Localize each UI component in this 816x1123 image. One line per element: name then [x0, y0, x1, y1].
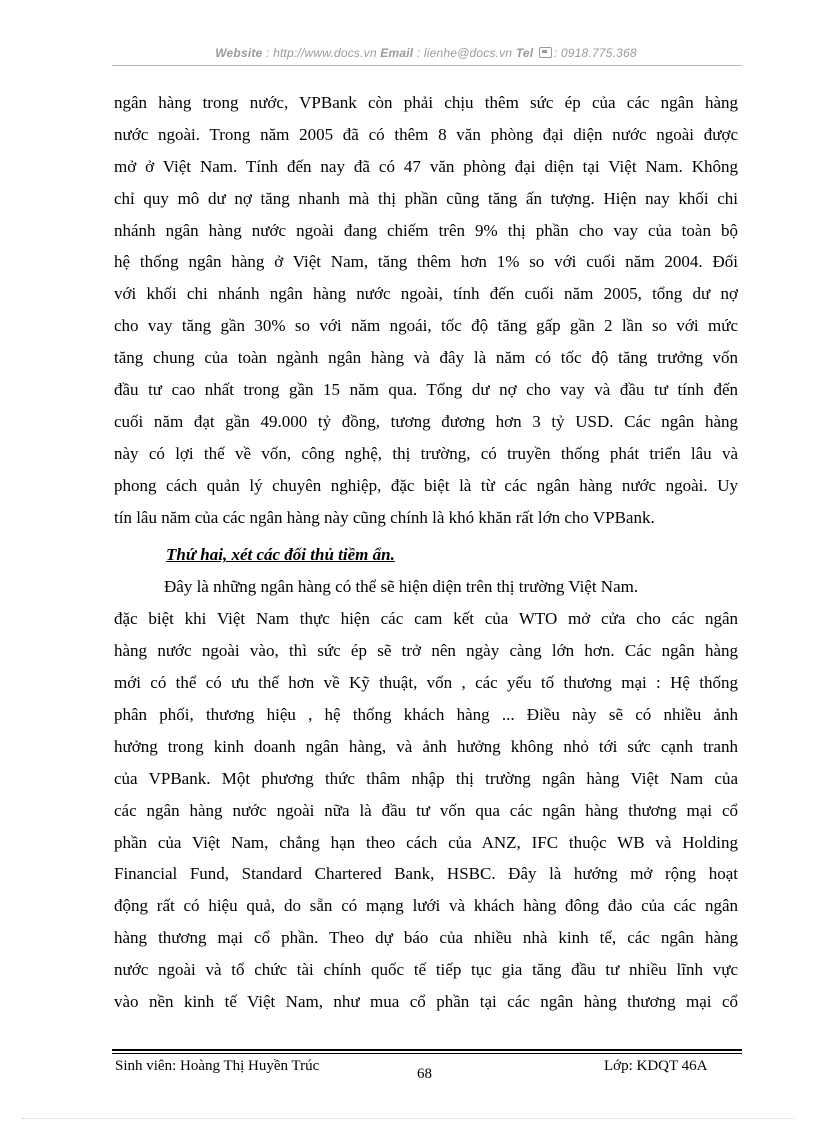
website-label: Website	[215, 46, 263, 60]
footer-class: Lớp: KDQT 46A	[604, 1058, 708, 1074]
text-line: ngân hàng trong nước, VPBank còn phải chịu thêm sức ép của các ngân hàng	[114, 93, 738, 112]
tel-value: : 0918.775.368	[553, 46, 637, 60]
footer-divider-thin	[112, 1053, 742, 1054]
phone-icon	[539, 47, 552, 58]
text-line: Đây là những ngân hàng có thể sẽ hiện diện trên thị trường Việt Nam.	[164, 577, 639, 597]
tel-label: Tel	[515, 46, 534, 60]
text-line: tăng chung của toàn ngành ngân hàng và đây là năm có tốc độ tăng trưởng vốn	[114, 348, 738, 368]
document-body	[114, 87, 738, 1018]
text-line: này có lợi thế về vốn, công nghệ, thị trường, có truyền thống phát triển lâu và	[114, 443, 738, 463]
text-line: các ngân hàng nước ngoài nữa là đầu tư vốn qua các ngân hàng thương mại cổ	[114, 800, 738, 820]
section-heading: Thứ hai, xét các đối thủ tiềm ẩn.	[166, 545, 395, 565]
text-line: nước ngoài. Trong năm 2005 đã có thêm 8 văn phòng đại diện nước ngoài được	[114, 124, 738, 144]
text-line: phong cách quản lý chuyên nghiệp, đặc biệt là từ các ngân hàng nước ngoài. Uy	[114, 475, 738, 495]
text-line: mới có thể có ưu thế hơn về Kỹ thuật, vốn , các yếu tố thương mại : Hệ thống	[114, 673, 738, 693]
text-line: mở ở Việt Nam. Tính đến nay đã có 47 văn phòng đại diện tại Việt Nam. Không	[114, 156, 738, 176]
text-line: nhánh ngân hàng nước ngoài đang chiếm trên 9% thị phần cho vay của toàn bộ	[114, 220, 738, 240]
text-line: hưởng trong kinh doanh ngân hàng, và ảnh hưởng không nhỏ tới sức cạnh tranh	[114, 736, 738, 756]
text-line: đặc biệt khi Việt Nam thực hiện các cam kết của WTO mở cửa cho các ngân	[114, 609, 738, 629]
text-line: chỉ quy mô dư nợ tăng nhanh mà thị phần cũng tăng ấn tượng. Hiện nay khối chi	[114, 188, 738, 208]
footer-divider-thick	[112, 1049, 742, 1051]
footer-student-name: Sinh viên: Hoàng Thị Huyền Trúc	[115, 1058, 320, 1074]
text-line: hệ thống ngân hàng ở Việt Nam, tăng thêm hơn 1% so với cuối năm 2004. Đối	[114, 252, 738, 272]
header-divider	[112, 65, 742, 66]
text-line: đầu tư cao nhất trong gần 15 năm qua. Tổng dư nợ cho vay và đầu tư tính đến	[114, 380, 738, 400]
paragraph-1	[114, 87, 738, 533]
text-line: cho vay tăng gần 30% so với năm ngoái, tốc độ tăng gấp gần 2 lần so với mức	[114, 316, 738, 336]
text-line: hàng nước ngoài vào, thì sức ép sẽ trở nên ngày càng lớn hơn. Các ngân hàng	[114, 641, 738, 661]
text-line: phân phối, thương hiệu , hệ thống khách hàng ... Điều này sẽ có nhiều ảnh	[114, 705, 738, 725]
text-line: phần của Việt Nam, chẳng hạn theo cách của ANZ, IFC thuộc WB và Holding	[114, 832, 738, 852]
text-line: tín lâu năm của các ngân hàng này cũng chính là khó khăn rất lớn cho VPBank.	[114, 507, 655, 527]
text-line: Financial Fund, Standard Chartered Bank, HSBC. Đây là hướng mở rộng hoạt	[114, 864, 738, 884]
website-value: : http://www.docs.vn	[266, 46, 377, 60]
text-line: nước ngoài và tổ chức tài chính quốc tế tiếp tục gia tăng đầu tư nhiều lĩnh vực	[114, 960, 738, 980]
text-line: với khối chi nhánh ngân hàng nước ngoài, tính đến cuối năm 2005, tổng dư nợ	[114, 284, 738, 304]
email-value: : lienhe@docs.vn	[416, 46, 513, 60]
paragraph-2	[114, 571, 738, 1017]
text-line: của VPBank. Một phương thức thâm nhập thị trường ngân hàng Việt Nam của	[114, 768, 738, 788]
page-header	[112, 46, 740, 60]
text-line: vào nền kinh tế Việt Nam, như mua cổ phần tại các ngân hàng thương mại cổ	[114, 992, 738, 1012]
text-line: hàng thương mại cổ phần. Theo dự báo của nhiều nhà kinh tế, các ngân hàng	[114, 928, 738, 948]
text-line: động rất có hiệu quả, do sẵn có mạng lưới và khách hàng đông đảo của các ngân	[114, 896, 738, 916]
page-number: 68	[417, 1066, 432, 1082]
email-label: Email	[380, 46, 414, 60]
page-bottom-edge	[22, 1118, 794, 1119]
text-line: cuối năm đạt gần 49.000 tỷ đồng, tương đương hơn 3 tỷ USD. Các ngân hàng	[114, 411, 738, 431]
